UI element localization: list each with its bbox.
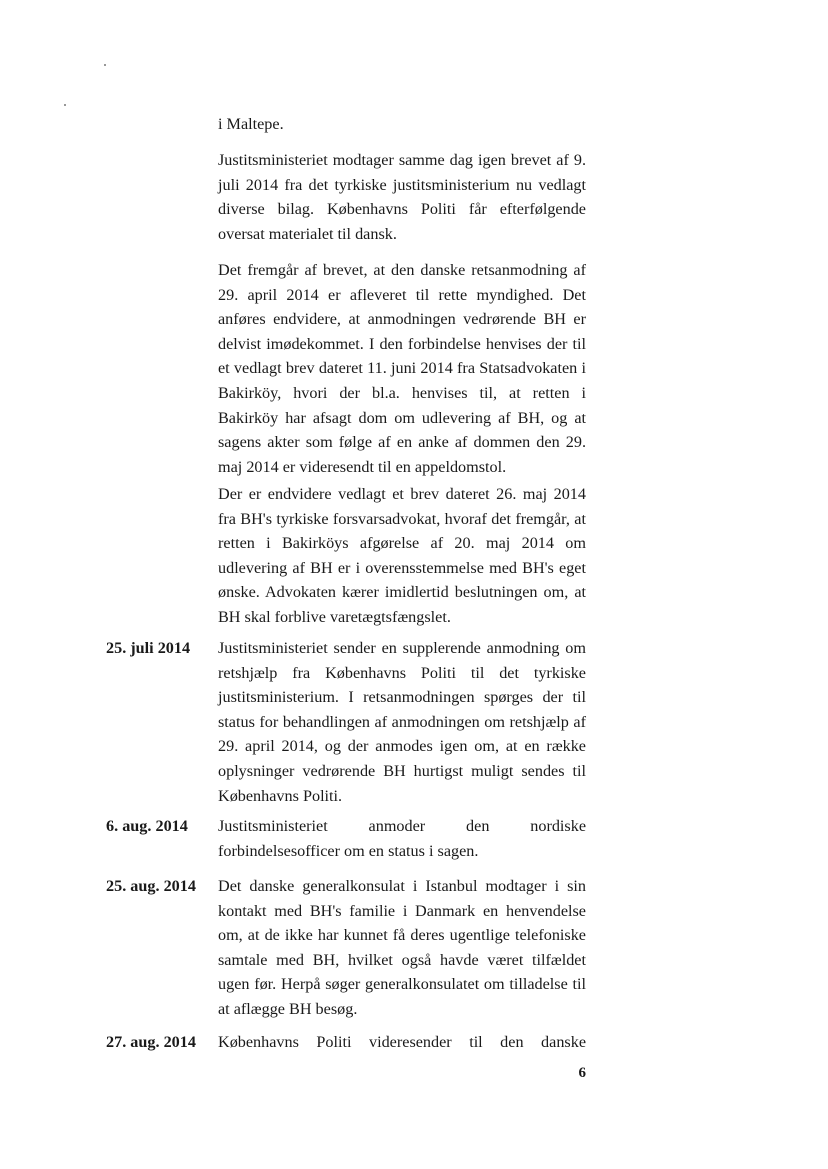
entry-text: Det danske generalkonsulat i Istanbul modtager i sin kontakt med BH's familie i Danmark en henvendelse om, at de ikke har kunnet få deres ugentlige telefoniske samtale med BH, hvilket også havde været tilfældet ugen før. Herpå søger generalkonsulatet om tilladelse til at aflægge BH besøg. bbox=[218, 877, 586, 1018]
continuation-line: i Maltepe. bbox=[218, 115, 284, 133]
scan-speck bbox=[64, 104, 66, 106]
entry-date: 6. aug. 2014 bbox=[106, 817, 188, 835]
scan-speck bbox=[104, 64, 106, 66]
entry-text: Justitsministeriet anmoder den nordiske forbindelsesofficer om en status i sagen. bbox=[218, 817, 586, 860]
entry-text: Justitsministeriet sender en supplerende anmodning om retshjælp fra Københavns Politi til det tyrkiske justitsministerium. I retsanmodningen spørges der til status for behandlingen af anmodningen om retshjælp af 29. april 2014, og der anmodes igen om, at en række oplysninger vedrørende BH hurtigst muligt sendes til Københavns Politi. bbox=[218, 639, 586, 805]
paragraph-2 bbox=[218, 258, 586, 479]
entry-date: 25. juli 2014 bbox=[106, 639, 191, 657]
entry-date: 25. aug. 2014 bbox=[106, 877, 196, 895]
paragraph-text: Det fremgår af brevet, at den danske retsanmodning af 29. april 2014 er afleveret til rette myndighed. Det anføres endvidere, at anmodningen vedrørende BH er delvist imødekommet. I den forbindelse henvises der til et vedlagt brev dateret 11. juni 2014 fra Statsadvokaten i Bakirköy, hvori der bl.a. henvises til, at retten i Bakirköy har afsagt dom om udlevering af BH, og at sagens akter som følge af en anke af dommen den 29. maj 2014 er videresendt til en appeldomstol. bbox=[218, 261, 586, 476]
paragraph-1 bbox=[218, 148, 586, 246]
paragraph-3 bbox=[218, 482, 586, 630]
page-number: 6 bbox=[578, 1065, 586, 1081]
continuation-text bbox=[218, 112, 586, 137]
entry-text: Københavns Politi videresender til den danske bbox=[218, 1033, 586, 1051]
paragraph-text: Der er endvidere vedlagt et brev dateret 26. maj 2014 fra BH's tyrkiske forsvarsadvokat, hvoraf det fremgår, at retten i Bakirköys afgørelse af 20. maj 2014 om udlevering af BH er i overensstemmelse med BH's eget ønske. Advokaten kærer imidlertid beslutningen om, at BH skal forblive varetægtsfængslet. bbox=[218, 485, 586, 626]
paragraph-text: Justitsministeriet modtager samme dag igen brevet af 9. juli 2014 fra det tyrkiske justitsministerium nu vedlagt diverse bilag. Københavns Politi får efterfølgende oversat materialet til dansk. bbox=[218, 151, 586, 243]
entry-date: 27. aug. 2014 bbox=[106, 1033, 196, 1051]
